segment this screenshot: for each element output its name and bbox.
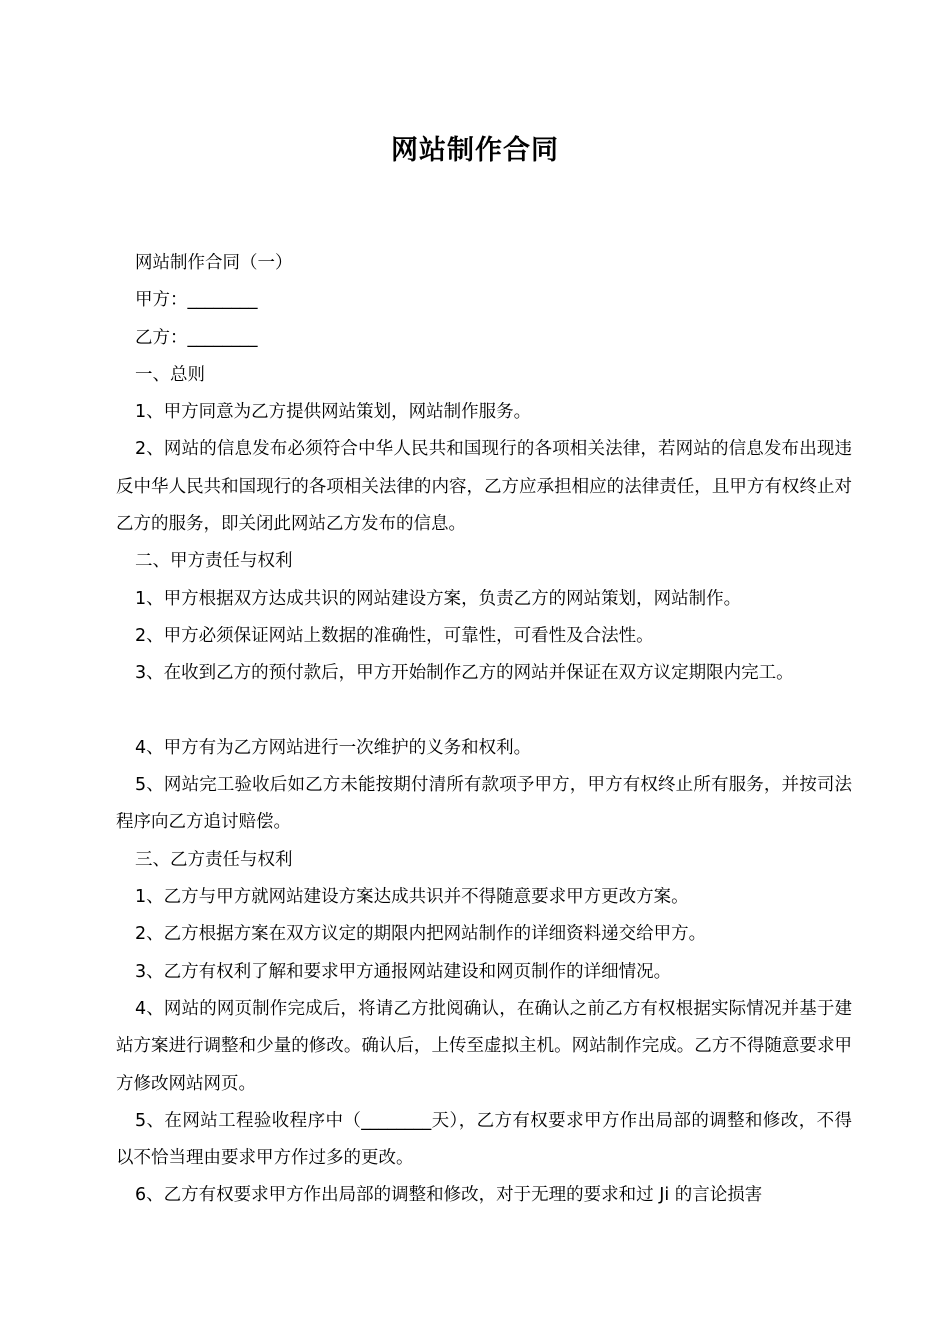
clause-party-b-1: 1、乙方与甲方就网站建设方案达成共识并不得随意要求甲方更改方案。	[135, 887, 689, 908]
clause-party-a-1: 1、甲方根据双方达成共识的网站建设方案，负责乙方的网站策划，网站制作。	[135, 588, 742, 609]
clause-party-a-4: 4、甲方有为乙方网站进行一次维护的义务和权利。	[135, 737, 532, 758]
section-heading-party-b: 三、乙方责任与权利	[135, 849, 293, 870]
party-a-line: 甲方：________	[135, 290, 258, 311]
clause-party-b-5: 5、在网站工程验收程序中（________天），乙方有权要求甲方作出局部的调整和修改，不得以不恰当理由要求甲方作过多的更改。	[116, 1110, 852, 1169]
section-heading-party-a: 二、甲方责任与权利	[135, 551, 293, 572]
document-title: 网站制作合同	[391, 135, 559, 166]
document-body	[116, 245, 852, 1215]
clause-party-b-2: 2、乙方根据方案在双方议定的期限内把网站制作的详细资料递交给甲方。	[135, 924, 707, 945]
party-b-line: 乙方：________	[135, 327, 258, 348]
clause-general-2: 2、网站的信息发布必须符合中华人民共和国现行的各项相关法律，若网站的信息发布出现违反中华人民共和国现行的各项相关法律的内容，乙方应承担相应的法律责任，且甲方有权终止对乙方的服务，即关闭此网站乙方发布的信息。	[116, 439, 852, 535]
clause-party-b-6: 6、乙方有权要求甲方作出局部的调整和修改，对于无理的要求和过 Ji 的言论损害	[135, 1185, 763, 1206]
clause-party-a-2: 2、甲方必须保证网站上数据的准确性，可靠性，可看性及合法性。	[135, 625, 654, 646]
clause-party-a-5: 5、网站完工验收后如乙方未能按期付清所有款项予甲方，甲方有权终止所有服务，并按司法程序向乙方追讨赔偿。	[116, 775, 852, 833]
clause-party-a-3: 3、在收到乙方的预付款后，甲方开始制作乙方的网站并保证在双方议定期限内完工。	[135, 663, 794, 684]
contract-subtitle: 网站制作合同（一）	[135, 253, 293, 273]
section-heading-general: 一、总则	[135, 364, 205, 385]
clause-party-b-3: 3、乙方有权利了解和要求甲方通报网站建设和网页制作的详细情况。	[135, 961, 672, 982]
clause-general-1: 1、甲方同意为乙方提供网站策划，网站制作服务。	[135, 402, 532, 423]
clause-party-b-4: 4、网站的网页制作完成后，将请乙方批阅确认，在确认之前乙方有权根据实际情况并基于建站方案进行调整和少量的修改。确认后，上传至虚拟主机。网站制作完成。乙方不得随意要求甲方修改网站网页。	[116, 998, 852, 1094]
